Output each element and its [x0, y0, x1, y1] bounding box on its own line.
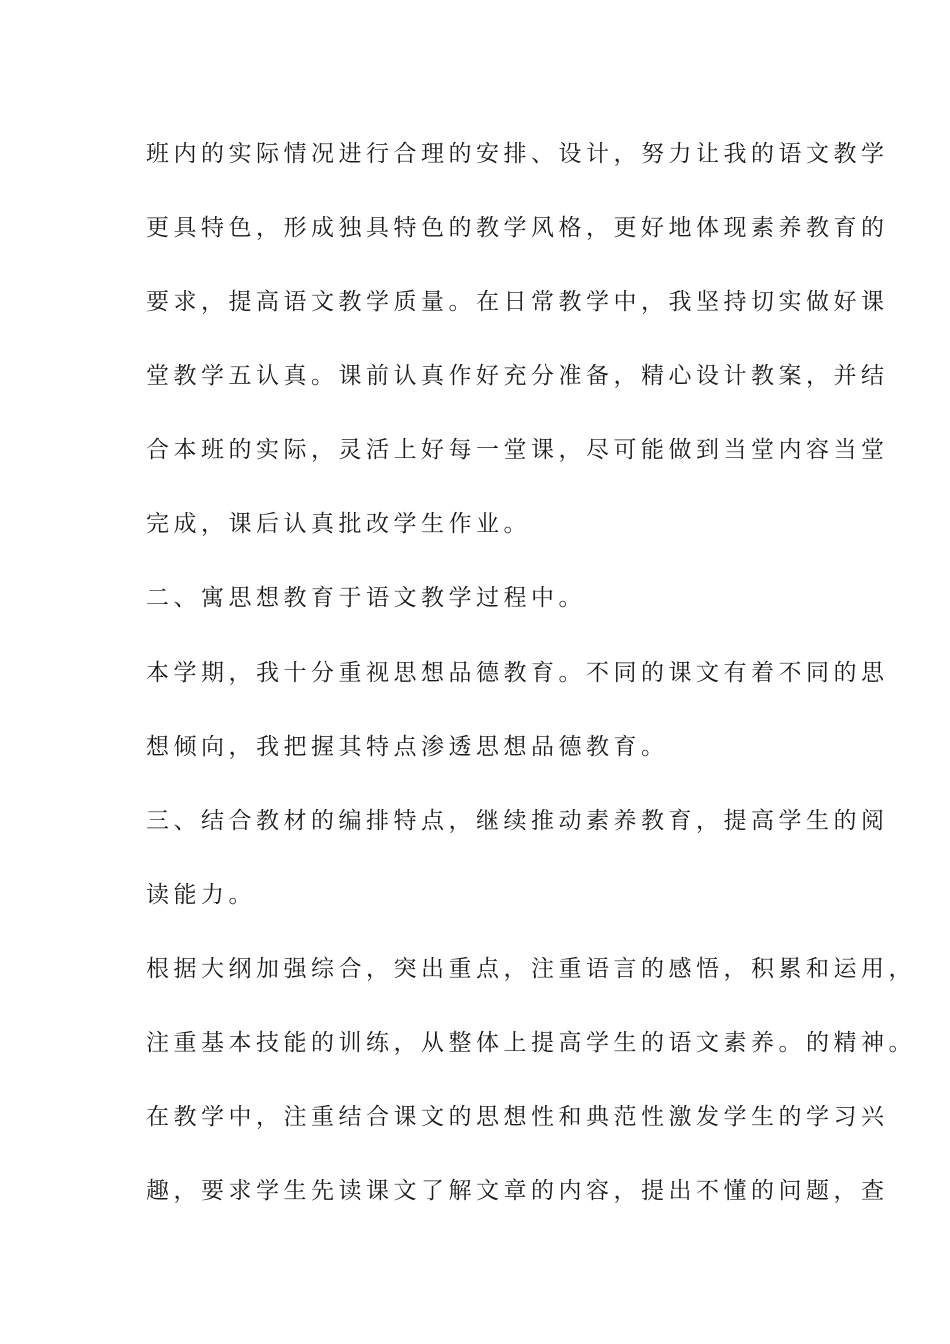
text-line: 趣，要求学生先读课文了解文章的内容，提出不懂的问题，查 — [146, 1178, 889, 1204]
section-heading: 读能力。 — [146, 882, 256, 908]
text-line: 本学期，我十分重视思想品德教育。不同的课文有着不同的思 — [146, 660, 889, 686]
section-heading: 三、结合教材的编排特点，继续推动素养教育，提高学生的阅 — [146, 808, 889, 834]
section-heading: 二、寓思想教育于语文教学过程中。 — [146, 585, 586, 611]
text-line: 想倾向，我把握其特点渗透思想品德教育。 — [146, 734, 669, 760]
text-line: 堂教学五认真。课前认真作好充分准备，精心设计教案，并结 — [146, 363, 889, 389]
text-line: 根据大纲加强综合，突出重点，注重语言的感悟，积累和运用， — [146, 956, 916, 982]
text-line: 班内的实际情况进行合理的安排、设计，努力让我的语文教学 — [146, 141, 889, 167]
text-line: 合本班的实际，灵活上好每一堂课，尽可能做到当堂内容当堂 — [146, 437, 889, 463]
text-line: 注重基本技能的训练，从整体上提高学生的语文素养。的精神。 — [146, 1030, 916, 1056]
text-line: 更具特色，形成独具特色的教学风格，更好地体现素养教育的 — [146, 215, 889, 241]
text-line: 完成，课后认真批改学生作业。 — [146, 511, 531, 537]
text-line: 在教学中，注重结合课文的思想性和典范性激发学生的学习兴 — [146, 1104, 889, 1130]
text-line: 要求，提高语文教学质量。在日常教学中，我坚持切实做好课 — [146, 289, 889, 315]
